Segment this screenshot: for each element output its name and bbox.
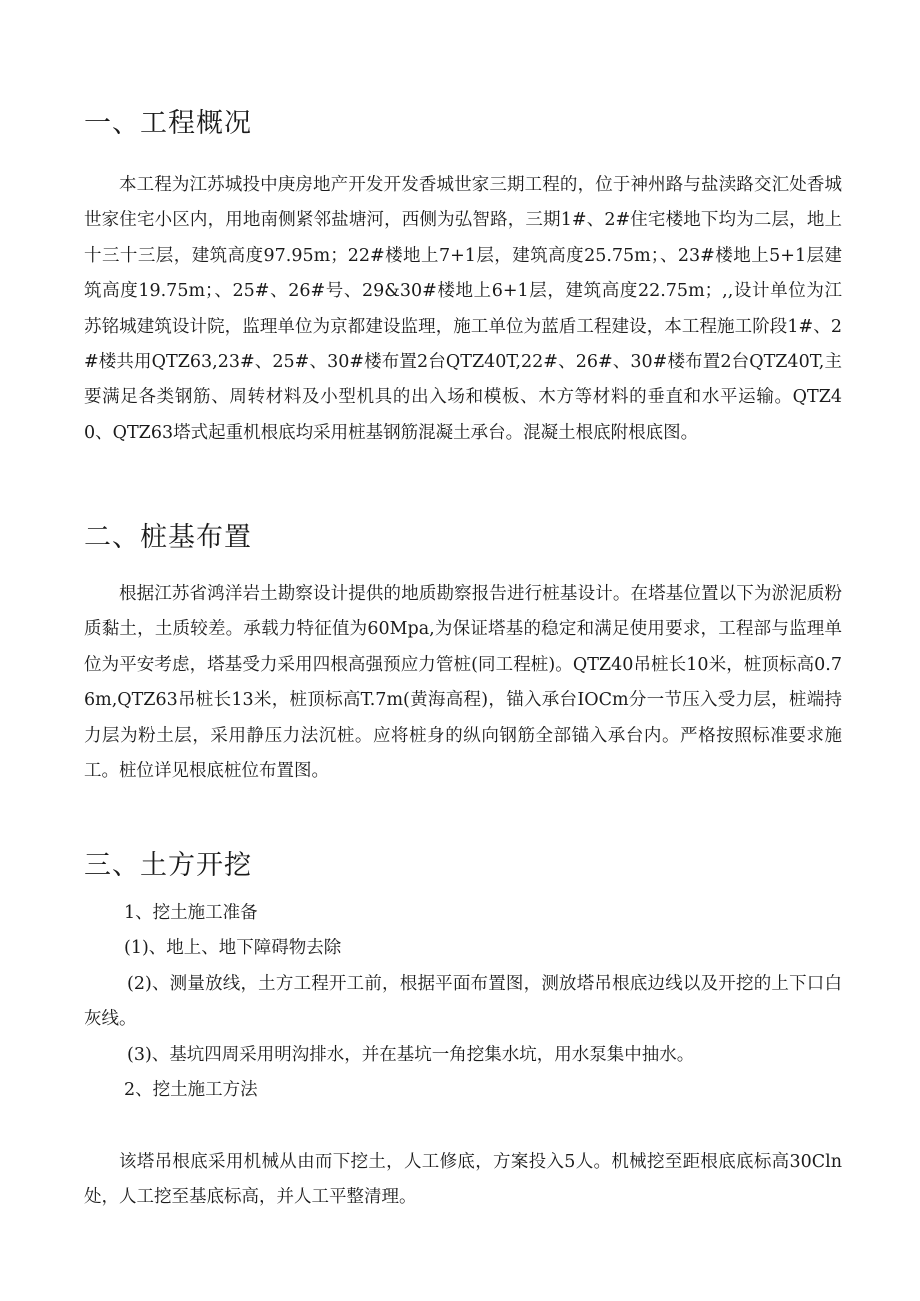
section-2 (84, 521, 842, 555)
section-heading: 三、土方开挖 (84, 850, 252, 881)
list-item: 1、挖土施工准备 (124, 903, 258, 923)
section-2-body (84, 577, 842, 789)
section-1 (84, 107, 842, 141)
list-item: (2)、测量放线，土方工程开工前，根据平面布置图，测放塔吊根底边线以及开挖的上下口白灰线。 (84, 973, 842, 1030)
section-heading: 二、桩基布置 (84, 522, 252, 553)
section-paragraph: 本工程为江苏城投中庚房地产开发开发香城世家三期工程的，位于神州路与盐渎路交汇处香城世家住宅小区内，用地南侧紧邻盐塘河，西侧为弘智路，三期1#、2#住宅楼地下均为二层，地上十三十三层，建筑高度97.95m；22#楼地上7+1层，建筑高度25.75m；、23#楼地上5+1层建筑高度19.75m；、25#、26#号、29&30#楼地上6+1层，建筑高度22.75m；,,设计单位为江苏铭城建筑设计院，监理单位为京都建设监理，施工单位为蓝盾工程建设，本工程施工阶段1#、2#楼共用QTZ63,23#、25#、30#楼布置2台QTZ40T,22#、26#、30#楼布置2台QTZ40T,主要满足各类钢筋、周转材料及小型机具的出入场和模板、木方等材料的垂直和水平运输。QTZ40、QTZ63塔式起重机根底均采用桩基钢筋混凝土承台。混凝土根底附根底图。 (84, 175, 842, 443)
section-3 (84, 849, 842, 883)
list-item: (1)、地上、地下障碍物去除 (124, 938, 342, 959)
section-paragraph: 根据江苏省鸿洋岩土勘察设计提供的地质勘察报告进行桩基设计。在塔基位置以下为淤泥质粉质黏土，土质较差。承载力特征值为60Mpa,为保证塔基的稳定和满足使用要求，工程部与监理单位为平安考虑，塔基受力采用四根高强预应力管桩(同工程桩)。QTZ40吊桩长10米，桩顶标高0.76m,QTZ63吊桩长13米，桩顶标高T.7m(黄海高程)，锚入承台IOCm分一节压入受力层，桩端持力层为粉土层，采用静压力法沉桩。应将桩身的纵向钢筋全部锚入承台内。严格按照标准要求施工。桩位详见根底桩位布置图。 (84, 584, 842, 782)
section-paragraph: 该塔吊根底采用机械从由而下挖土，人工修底，方案投入5人。机械挖至距根底底标高30Cln处，人工挖至基底标高，并人工平整清理。 (84, 1152, 842, 1208)
section-3-paragraph (84, 1145, 842, 1216)
section-heading: 一、工程概况 (84, 108, 252, 139)
list-item: (3)、基坑四周采用明沟排水，并在基坑一角挖集水坑，用水泵集中抽水。 (127, 1044, 695, 1065)
list-item: 2、挖土施工方法 (124, 1080, 258, 1101)
section-1-body (84, 168, 842, 451)
section-3-body (84, 896, 842, 1108)
